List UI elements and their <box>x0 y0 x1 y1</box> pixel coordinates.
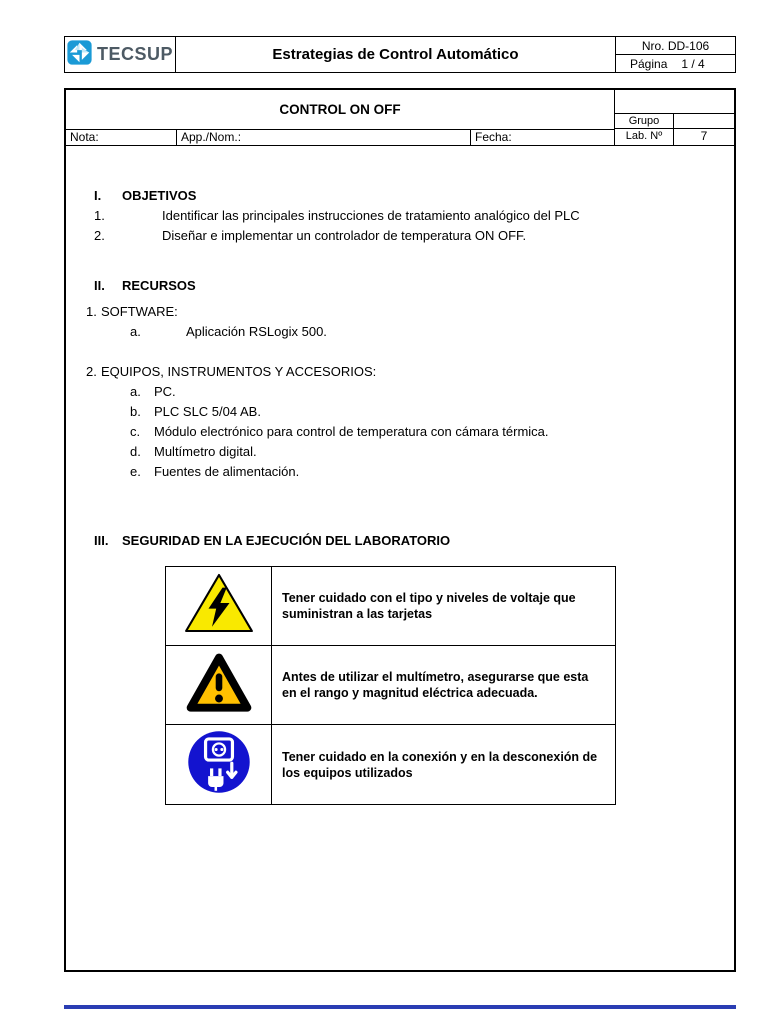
empty-cell <box>615 90 734 114</box>
item-text: Identificar las principales instrucciones de tratamiento analógico del PLC <box>162 208 580 223</box>
general-warning-icon <box>186 651 252 719</box>
section-objetivos-heading <box>94 186 706 206</box>
app-nom-field-label: App./Nom.: <box>177 130 471 145</box>
safety-icon-cell <box>166 646 272 724</box>
item-text: PC. <box>154 384 176 399</box>
item-number: 2. <box>94 228 105 243</box>
safety-row <box>166 725 615 804</box>
recursos-item <box>130 442 706 462</box>
item-letter: d. <box>130 444 141 459</box>
grupo-row <box>615 114 734 129</box>
group-number: 2. <box>86 364 97 379</box>
section-seguridad-heading <box>94 531 706 551</box>
page-label: Página <box>630 56 668 71</box>
section-recursos-heading <box>94 276 706 296</box>
recursos-item <box>130 402 706 422</box>
grupo-label: Grupo <box>615 114 674 128</box>
tecsup-logo-icon <box>67 40 92 70</box>
doc-meta <box>616 37 735 72</box>
item-text: Multímetro digital. <box>154 444 257 459</box>
lab-sheet-frame <box>64 88 736 972</box>
footer-accent-bar <box>64 1005 736 1009</box>
item-text: Fuentes de alimentación. <box>154 464 300 479</box>
nota-field-label: Nota: <box>66 130 177 145</box>
lab-sheet-header <box>66 90 734 146</box>
item-number: 1. <box>94 208 105 223</box>
item-letter: a. <box>130 384 141 399</box>
section-title: RECURSOS <box>122 278 196 293</box>
group-title: EQUIPOS, INSTRUMENTOS Y ACCESORIOS: <box>101 364 377 379</box>
lab-title: CONTROL ON OFF <box>66 90 614 130</box>
section-numeral: III. <box>94 533 109 548</box>
page-indicator <box>616 55 735 72</box>
recursos-item <box>130 322 706 342</box>
lab-sheet-header-right <box>615 90 734 145</box>
safety-row <box>166 646 615 725</box>
safety-row <box>166 567 615 646</box>
grupo-value-cell <box>674 114 734 128</box>
logo <box>65 37 176 72</box>
safety-text: Tener cuidado con el tipo y niveles de voltaje que suministran a las tarjetas <box>282 591 576 621</box>
item-letter: e. <box>130 464 141 479</box>
recursos-item <box>130 382 706 402</box>
page-value: 1 / 4 <box>681 56 705 71</box>
objetivo-item <box>94 206 706 226</box>
safety-table <box>165 566 616 805</box>
document-body <box>66 146 734 805</box>
safety-text: Tener cuidado en la conexión y en la desconexión de los equipos utilizados <box>282 749 598 780</box>
item-text: Aplicación RSLogix 500. <box>186 324 327 339</box>
recursos-item <box>130 462 706 482</box>
objetivo-item <box>94 226 706 246</box>
recursos-group-heading <box>86 302 706 322</box>
safety-text: Antes de utilizar el multímetro, asegurarse que esta en el rango y magnitud eléctrica adecuada. <box>282 670 589 700</box>
document-title: Estrategias de Control Automático <box>176 37 616 72</box>
high-voltage-warning-icon <box>184 572 254 640</box>
logo-text: TECSUP <box>96 44 173 64</box>
lab-sheet-header-left <box>66 90 615 145</box>
item-text: PLC SLC 5/04 AB. <box>154 404 261 419</box>
section-title: OBJETIVOS <box>122 188 197 203</box>
section-numeral: II. <box>94 278 105 293</box>
lab-number-row <box>615 129 734 145</box>
recursos-item <box>130 422 706 442</box>
item-letter: c. <box>130 424 141 439</box>
group-number: 1. <box>86 304 97 319</box>
section-title: SEGURIDAD EN LA EJECUCIÓN DEL LABORATORIO <box>122 533 451 548</box>
lab-number-label: Lab. Nº <box>615 129 674 145</box>
unplug-equipment-icon <box>187 730 251 800</box>
fecha-field-label: Fecha: <box>475 130 512 144</box>
safety-icon-cell <box>166 567 272 645</box>
lab-number-value: 7 <box>700 129 708 143</box>
document-header-table <box>64 36 736 73</box>
recursos-group-heading <box>86 362 706 382</box>
safety-icon-cell <box>166 725 272 804</box>
item-letter: a. <box>130 324 141 339</box>
lab-fields-row <box>66 130 614 145</box>
item-text: Diseñar e implementar un controlador de temperatura ON OFF. <box>162 228 527 243</box>
item-text: Módulo electrónico para control de temperatura con cámara térmica. <box>154 424 549 439</box>
item-letter: b. <box>130 404 141 419</box>
doc-number: Nro. DD-106 <box>616 37 735 55</box>
group-title: SOFTWARE: <box>101 304 178 319</box>
section-numeral: I. <box>94 188 102 203</box>
